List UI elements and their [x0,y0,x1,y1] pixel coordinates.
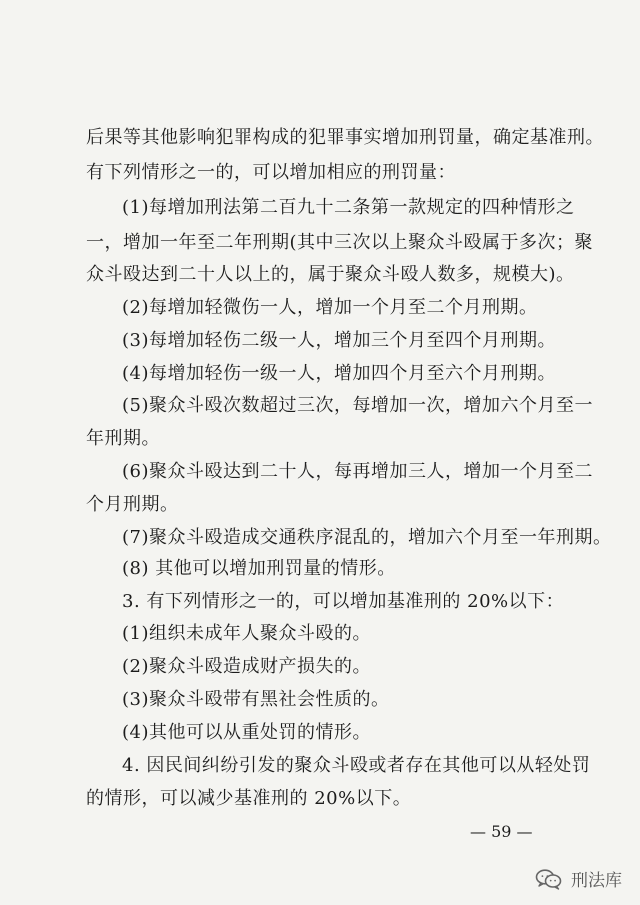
page-number: — 59 — [470,822,533,841]
text-line: 一，增加一年至二年刑期(其中三次以上聚众斗殴属于多次；聚 [86,232,594,253]
text-line: 3. 有下列情形之一的，可以增加基准刑的 20%以下： [122,591,565,612]
text-line: (4)其他可以从重处罚的情形。 [122,722,371,743]
text-line: 的情形，可以减少基准刑的 20%以下。 [86,788,412,809]
text-line: (7)聚众斗殴造成交通秩序混乱的，增加六个月至一年刑期。 [122,527,612,548]
text-line: (4)每增加轻伤一级一人，增加四个月至六个月刑期。 [122,363,556,384]
watermark [535,866,622,891]
text-line: 众斗殴达到二十人以上的，属于聚众斗殴人数多，规模大)。 [86,264,575,285]
text-line: (3)聚众斗殴带有黑社会性质的。 [122,689,390,710]
text-line: (1)组织未成年人聚众斗殴的。 [122,623,371,644]
text-line: (3)每增加轻伤二级一人，增加三个月至四个月刑期。 [122,330,556,351]
text-line: (6)聚众斗殴达到二十人，每再增加三人，增加一个月至二 [122,461,593,482]
text-line: 后果等其他影响犯罪构成的犯罪事实增加刑罚量，确定基准刑。 [86,127,604,148]
watermark-label: 刑法库 [571,871,622,891]
text-line: (5)聚众斗殴次数超过三次，每增加一次，增加六个月至一 [122,395,593,416]
text-line: 个月刑期。 [86,494,179,515]
text-line: (8) 其他可以增加刑罚量的情形。 [122,558,396,579]
text-line: 有下列情形之一的，可以增加相应的刑罚量： [86,162,456,183]
text-line: 4. 因民间纠纷引发的聚众斗殴或者存在其他可以从轻处罚 [122,755,591,776]
text-line: (2)聚众斗殴造成财产损失的。 [122,656,371,677]
wechat-icon [535,868,563,890]
text-line: 年刑期。 [86,428,160,449]
text-line: (1)每增加刑法第二百九十二条第一款规定的四种情形之 [122,197,575,218]
text-line: (2)每增加轻微伤一人，增加一个月至二个月刑期。 [122,297,538,318]
